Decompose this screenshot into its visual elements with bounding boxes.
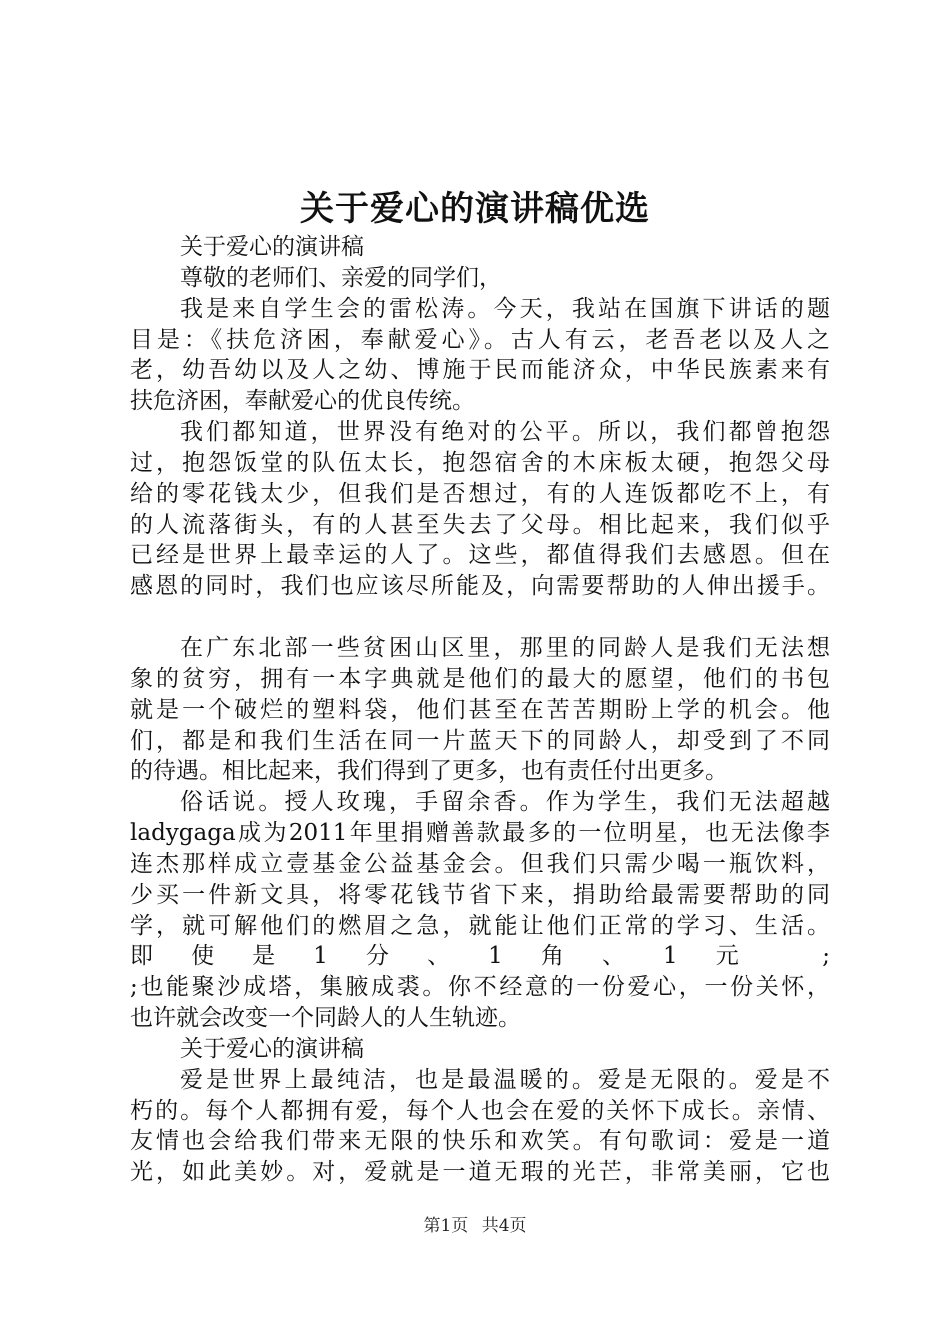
text-line: 学，就可解他们的燃眉之急，就能让他们正常的学习、生活。 xyxy=(130,912,830,939)
text-line: 连杰那样成立壹基金公益基金会。但我们只需少喝一瓶饮料， xyxy=(130,850,830,877)
page-footer xyxy=(0,1214,950,1238)
text-line: 友情也会给我们带来无限的快乐和欢笑。有句歌词：爱是一道 xyxy=(130,1128,830,1155)
text-line: 们，都是和我们生活在同一片蓝天下的同龄人，却受到了不同 xyxy=(130,727,830,754)
document-body xyxy=(130,232,830,1188)
text-line: 感恩的同时，我们也应该尽所能及，向需要帮助的人伸出援手。 xyxy=(130,573,830,600)
text-line: 过，抱怨饭堂的队伍太长，抱怨宿舍的木床板太硬，抱怨父母 xyxy=(130,449,830,476)
text-line: 也许就会改变一个同龄人的人生轨迹。 xyxy=(130,1005,521,1032)
text-line: ladygaga成为2011年里捐赠善款最多的一位明星，也无法像李 xyxy=(130,820,830,847)
text-line: 的人流落街头，有的人甚至失去了父母。相比起来，我们似乎 xyxy=(130,511,830,538)
text-line: 少买一件新文具，将零花钱节省下来，捐助给最需要帮助的同 xyxy=(130,881,830,908)
text-line: 象的贫穷，拥有一本字典就是他们的最大的愿望，他们的书包 xyxy=(130,665,830,692)
text-line: 关于爱心的演讲稿 xyxy=(180,234,364,260)
blank-line xyxy=(130,602,830,633)
page-number: 第1页 xyxy=(423,1216,469,1236)
text-line: 朽的。每个人都拥有爱，每个人也会在爱的关怀下成长。亲情、 xyxy=(130,1097,830,1124)
text-line: 尊敬的老师们、亲爱的同学们， xyxy=(180,264,502,291)
text-line: 就是一个破烂的塑料袋，他们甚至在苦苦期盼上学的机会。他 xyxy=(130,696,830,723)
text-line: 我们都知道，世界没有绝对的公平。所以，我们都曾抱怨 xyxy=(180,419,830,446)
text-line: 已经是世界上最幸运的人了。这些，都值得我们去感恩。但在 xyxy=(130,542,830,569)
text-line: 关于爱心的演讲稿 xyxy=(180,1035,364,1062)
text-line: 即使是1分、1角、1元 ; xyxy=(130,943,830,970)
text-line: ;也能聚沙成塔，集腋成裘。你不经意的一份爱心，一份关怀， xyxy=(130,974,830,1001)
text-line: 的待遇。相比起来，我们得到了更多，也有责任付出更多。 xyxy=(130,758,728,785)
text-line: 给的零花钱太少，但我们是否想过，有的人连饭都吃不上，有 xyxy=(130,480,830,507)
document-title: 关于爱心的演讲稿优选 xyxy=(300,189,650,229)
text-line: 俗话说。授人玫瑰，手留余香。作为学生，我们无法超越 xyxy=(180,789,830,816)
text-line: 光，如此美妙。对，爱就是一道无瑕的光芒，非常美丽，它也 xyxy=(130,1159,830,1186)
text-line: 老，幼吾幼以及人之幼、博施于民而能济众，中华民族素来有 xyxy=(130,357,830,384)
text-line: 我是来自学生会的雷松涛。今天，我站在国旗下讲话的题 xyxy=(180,295,830,322)
text-line: 目是：《扶危济困，奉献爱心》。古人有云，老吾老以及人之 xyxy=(130,326,830,353)
page-total: 共4页 xyxy=(481,1216,527,1236)
text-line: 扶危济困，奉献爱心的优良传统。 xyxy=(130,388,475,415)
text-line: 在广东北部一些贫困山区里，那里的同龄人是我们无法想 xyxy=(180,634,830,661)
text-line: 爱是世界上最纯洁，也是最温暖的。爱是无限的。爱是不 xyxy=(180,1066,830,1093)
